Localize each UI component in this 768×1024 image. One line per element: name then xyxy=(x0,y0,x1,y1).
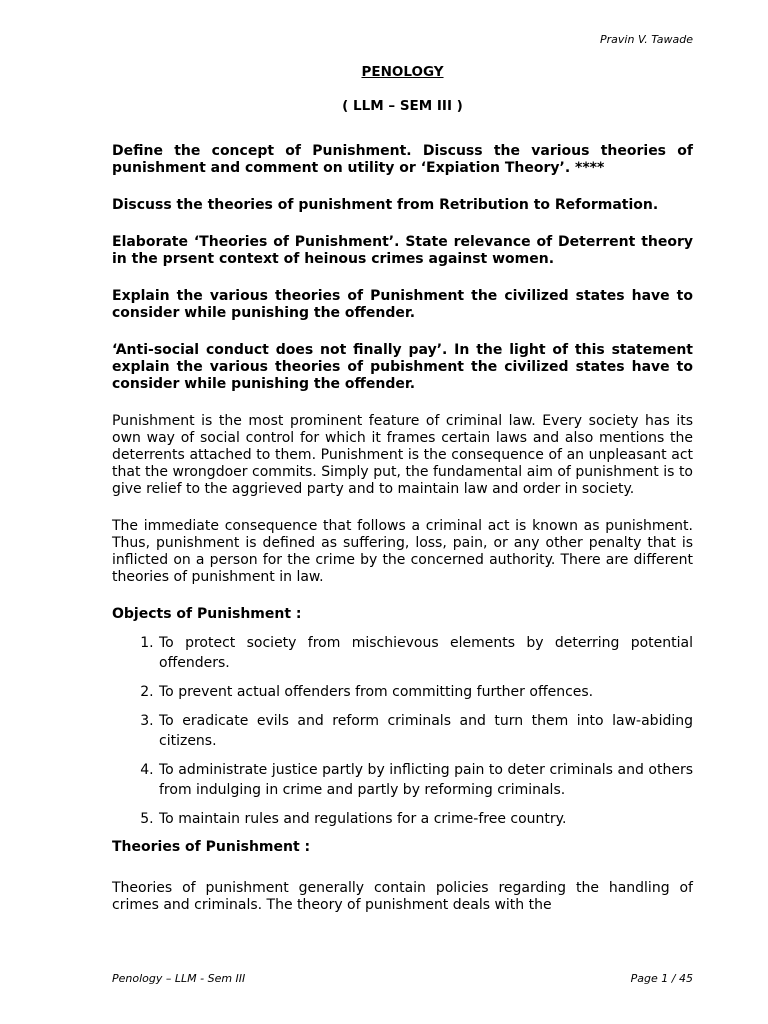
objects-heading: Objects of Punishment : xyxy=(112,606,302,622)
footer-page-number: Page 1 / 45 xyxy=(630,972,693,985)
document-body xyxy=(112,143,693,934)
list-item: 5. To maintain rules and regulations for a crime-free country. xyxy=(158,809,693,829)
paragraph-1: Punishment is the most prominent feature of criminal law. Every society has its own way of social control for which it frames certain laws and also mentions the deterrents attached to them. Punishment is the consequence of an unpleasant act that the wrongdoer commits. Simply put, the fundamental aim of punishment is to give relief to the aggrieved party and to maintain law and order in society. xyxy=(112,413,693,497)
page-title: PENOLOGY xyxy=(361,64,444,80)
theories-intro: Theories of punishment generally contain policies regarding the handling of crimes and criminals. The theory of punishment deals with the xyxy=(112,880,693,913)
objects-list xyxy=(112,633,693,829)
question-1: Define the concept of Punishment. Discuss the various theories of punishment and comment on utility or ‘Expiation Theory’. **** xyxy=(112,143,693,176)
question-2: Discuss the theories of punishment from Retribution to Reformation. xyxy=(112,197,659,213)
theories-heading: Theories of Punishment : xyxy=(112,839,311,855)
list-item: 4. To administrate justice partly by inflicting pain to deter criminals and others from indulging in crime and partly by reforming criminals. xyxy=(158,760,693,800)
footer-course: Penology – LLM - Sem III xyxy=(112,972,246,985)
question-4: Explain the various theories of Punishment the civilized states have to consider while punishing the offender. xyxy=(112,288,693,321)
paragraph-2: The immediate consequence that follows a criminal act is known as punishment. Thus, punishment is defined as suffering, loss, pain, or any other penalty that is inflicted on a person for the crime by the concerned authority. There are different theories of punishment in law. xyxy=(112,518,693,585)
document-page xyxy=(112,0,693,1024)
question-5: ‘Anti-social conduct does not finally pay’. In the light of this statement explain the various theories of pubishment the civilized states have to consider while punishing the offender. xyxy=(112,342,693,392)
header-author: Pravin V. Tawade xyxy=(600,33,693,46)
page-subtitle: ( LLM – SEM III ) xyxy=(342,98,463,114)
list-item: 2. To prevent actual offenders from committing further offences. xyxy=(158,682,693,702)
list-item: 3. To eradicate evils and reform criminals and turn them into law-abiding citizens. xyxy=(158,711,693,751)
question-3: Elaborate ‘Theories of Punishment’. State relevance of Deterrent theory in the prsent context of heinous crimes against women. xyxy=(112,234,693,267)
list-item: 1. To protect society from mischievous elements by deterring potential offenders. xyxy=(158,633,693,673)
